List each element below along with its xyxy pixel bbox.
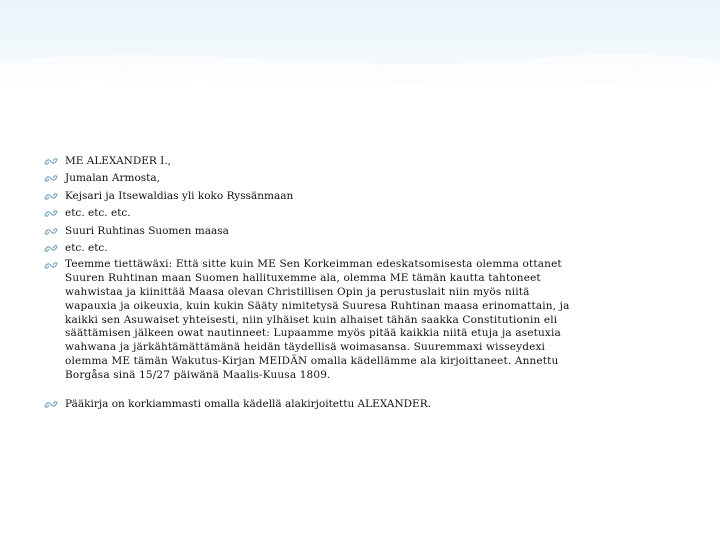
list-item (44, 154, 574, 169)
header-curve-decoration (0, 0, 720, 118)
decree-line: etc. etc. etc. (65, 207, 131, 220)
decree-content (44, 154, 574, 414)
decree-body-text: Teemme tiettäwäxi: Että sitte kuin ME Sen Korkeimman edeskatsomisesta olemma ottanet Suuren Ruhtinan maan Suomen hallituxemme ala, olemma ME tämän kautta tahtoneet wahwistaa ja kiinittää Maasa olevan Christillisen Opin ja perustuslait niin myös niitä wapauxia ja oikeuxia, kuin kukin Sääty nimitetysä Suuresa Ruhtinan maasa erinomattain, ja kaikki sen Asuwaiset yhteisesti, niin ylhäiset kuin alhaiset tähän saakka Constitutionin eli säättämisen jälkeen owat nautinneet: Lupaamme myös pitää kaikkia niitä etuja ja asetuxia wahwana ja järkähtämättämänä heidän täydellisä woimasansa. Suuremmaxi wisseydexi olemma ME tämän Wakutus-Kirjan MEIDÄN omalla kädellämme ala kirjoittaneet. Annettu Borgåsa sinä 15/27 päiwänä Maalis-Kuusa 1809. (65, 258, 570, 381)
scroll-bullet-icon (44, 261, 58, 270)
scroll-bullet-icon (44, 209, 58, 218)
scroll-bullet-icon (44, 157, 58, 166)
list-item (44, 189, 574, 204)
header-band (0, 0, 720, 118)
scroll-bullet-icon (44, 244, 58, 253)
list-item (44, 206, 574, 221)
scroll-bullet-icon (44, 174, 58, 183)
scroll-bullet-icon (44, 192, 58, 201)
list-item (44, 171, 574, 186)
decree-bullet-list (44, 154, 574, 412)
scroll-bullet-icon (44, 400, 58, 409)
decree-line: ME ALEXANDER I., (65, 155, 171, 167)
scroll-bullet-icon (44, 227, 58, 236)
decree-line: Jumalan Armosta, (65, 172, 160, 185)
list-item (44, 397, 574, 412)
list-item (44, 224, 574, 239)
decree-line: etc. etc. (65, 241, 108, 254)
decree-closing-line: Pääkirja on korkiammasti omalla kädellä alakirjoitettu ALEXANDER. (65, 397, 431, 410)
list-item (44, 258, 574, 382)
list-item (44, 241, 574, 256)
decree-line: Kejsari ja Itsewaldias yli koko Ryssänmaan (65, 189, 294, 202)
decree-line: Suuri Ruhtinas Suomen maasa (65, 224, 229, 237)
